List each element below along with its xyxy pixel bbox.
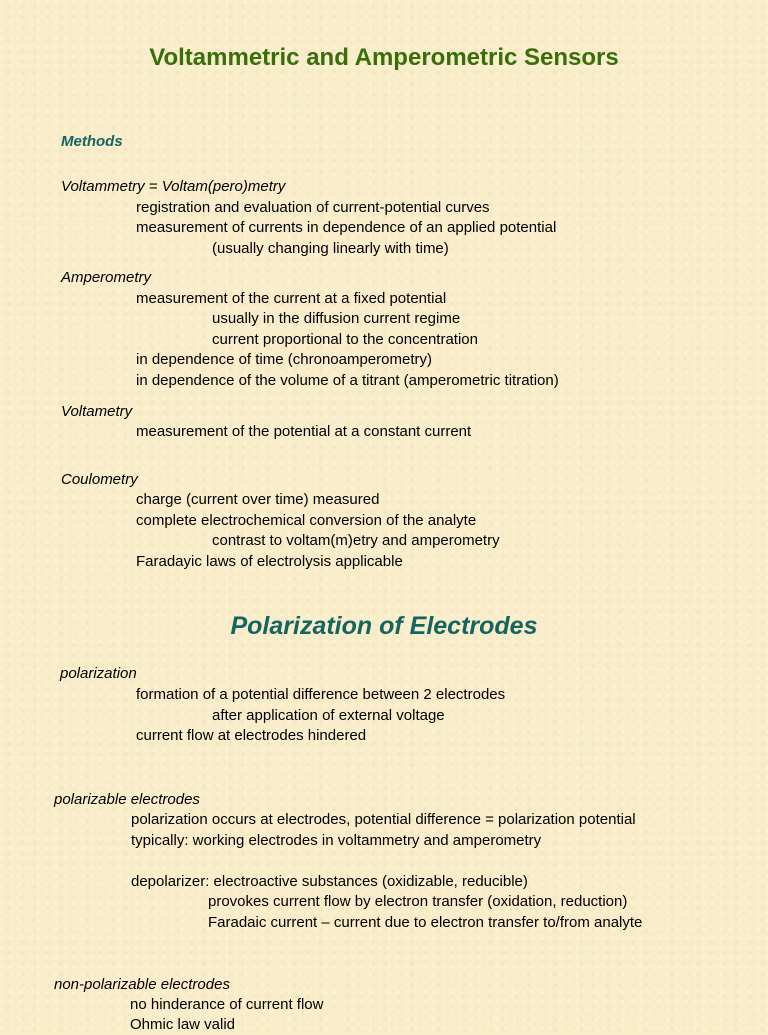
polarization-heading: polarization [60,665,137,682]
polarization-item: current flow at electrodes hindered [136,727,367,744]
amperometry-item: in dependence of time (chronoamperometry) [136,351,432,368]
voltammetry-item: (usually changing linearly with time) [212,240,449,257]
non-polarizable-heading: non-polarizable electrodes [54,976,230,993]
polarizable-item: typically: working electrodes in voltammetry and amperometry [131,832,542,849]
section-title: Polarization of Electrodes [230,612,538,640]
polarizable-item: Faradaic current – current due to electron transfer to/from analyte [208,914,643,931]
amperometry-heading: Amperometry [61,269,152,286]
amperometry-item: usually in the diffusion current regime [212,310,461,327]
coulometry-item: charge (current over time) measured [136,491,380,508]
polarizable-heading: polarizable electrodes [54,791,200,808]
page-title: Voltammetric and Amperometric Sensors [149,44,619,71]
polarizable-item: polarization occurs at electrodes, potential difference = polarization potential [131,811,636,828]
voltammetry-item: measurement of currents in dependence of an applied potential [136,219,557,236]
polarization-item: formation of a potential difference between 2 electrodes [136,686,506,703]
amperometry-item: in dependence of the volume of a titrant (amperometric titration) [136,372,559,389]
polarizable-item: provokes current flow by electron transfer (oxidation, reduction) [208,893,628,910]
polarizable-item: depolarizer: electroactive substances (oxidizable, reducible) [131,873,528,890]
voltametry-heading: Voltametry [61,403,133,420]
voltametry-item: measurement of the potential at a constant current [136,423,472,440]
coulometry-heading: Coulometry [61,471,138,488]
methods-label: Methods [61,133,123,150]
polarization-item: after application of external voltage [212,707,445,724]
coulometry-item: Faradayic laws of electrolysis applicable [136,553,403,570]
non-polarizable-item: no hinderance of current flow [130,996,324,1013]
coulometry-item: complete electrochemical conversion of the analyte [136,512,477,529]
non-polarizable-item: Ohmic law valid [130,1016,236,1033]
voltammetry-item: registration and evaluation of current-potential curves [136,199,490,216]
amperometry-item: current proportional to the concentration [212,331,478,348]
voltammetry-heading: Voltammetry = Voltam(pero)metry [61,178,286,195]
amperometry-item: measurement of the current at a fixed potential [136,290,447,307]
coulometry-item: contrast to voltam(m)etry and amperometry [212,532,500,549]
